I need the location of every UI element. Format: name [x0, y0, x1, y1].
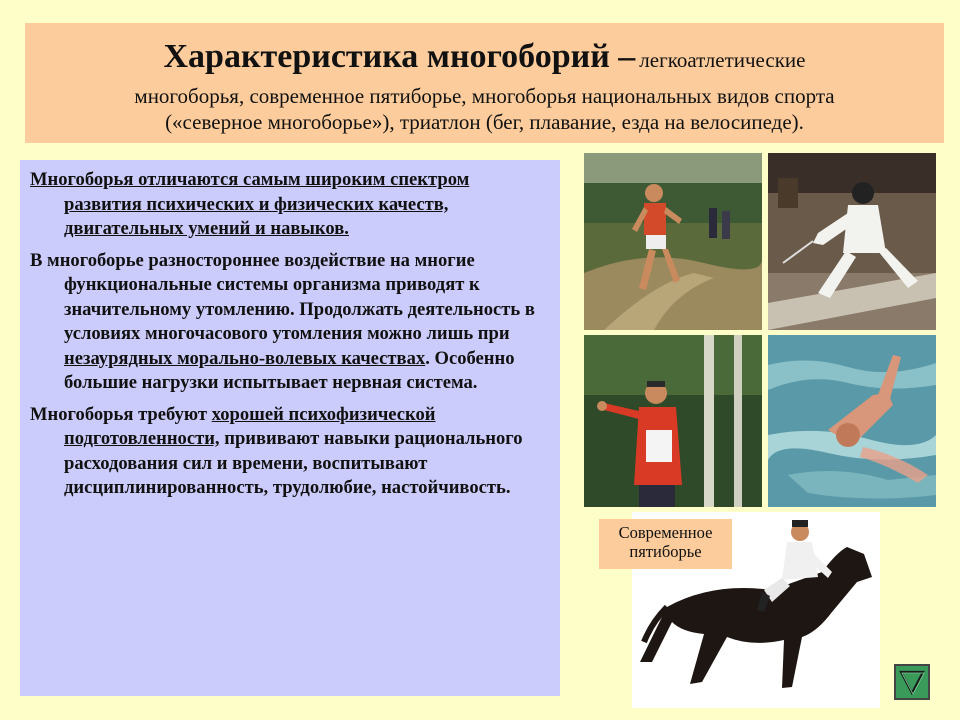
runner-image	[584, 153, 762, 330]
text-panel	[20, 160, 560, 696]
fencer-image	[768, 153, 936, 330]
swimmer-image	[768, 335, 936, 507]
slide-title-continuation: легкоатлетические	[639, 48, 806, 72]
photo-shooter	[584, 335, 762, 507]
photo-runner	[584, 153, 762, 330]
triangle-return-icon	[896, 666, 928, 698]
paragraph-2-underlined: незаурядных морально-волевых качествах	[64, 347, 426, 369]
title-banner	[25, 23, 944, 143]
paragraph-3-end: прививают навыки рационального расходования сил и времени, воспитывают дисциплинированность, трудолюбие, настойчивость.	[64, 428, 523, 498]
paragraph-3-start: Многоборья требуют	[30, 403, 212, 425]
slide-subtitle-line-2: многоборья, современное пятиборье, многоборья национальных видов спорта	[134, 84, 835, 108]
slide-subtitle-line-3: («северное многоборье»), триатлон (бег, плавание, езда на велосипеде).	[165, 110, 804, 134]
paragraph-2	[30, 249, 550, 396]
photo-swimmer	[768, 335, 936, 507]
shooter-image	[584, 335, 762, 507]
photo-caption: Современное пятиборье	[599, 519, 732, 569]
paragraph-3	[30, 403, 550, 501]
slide-title: Характеристика многоборий –	[163, 38, 636, 75]
paragraph-2-end: . Особенно большие нагрузки испытывает нервная система.	[64, 347, 515, 393]
paragraph-2-start: В многоборье разностороннее воздействие на многие функциональные системы организма приводят к значительному утомлению. Продолжать деятельность в условиях многочасового утомления можно лишь при	[30, 249, 535, 344]
paragraph-1	[30, 168, 550, 242]
photo-fencer	[768, 153, 936, 330]
paragraph-1-text: Многоборья отличаются самым широким спектром развития психических и физических качеств, двигательных умений и навыков.	[30, 169, 470, 239]
paragraph-3-underlined: хорошей психофизической подготовленности,	[64, 403, 436, 449]
return-nav-button[interactable]	[894, 664, 930, 700]
